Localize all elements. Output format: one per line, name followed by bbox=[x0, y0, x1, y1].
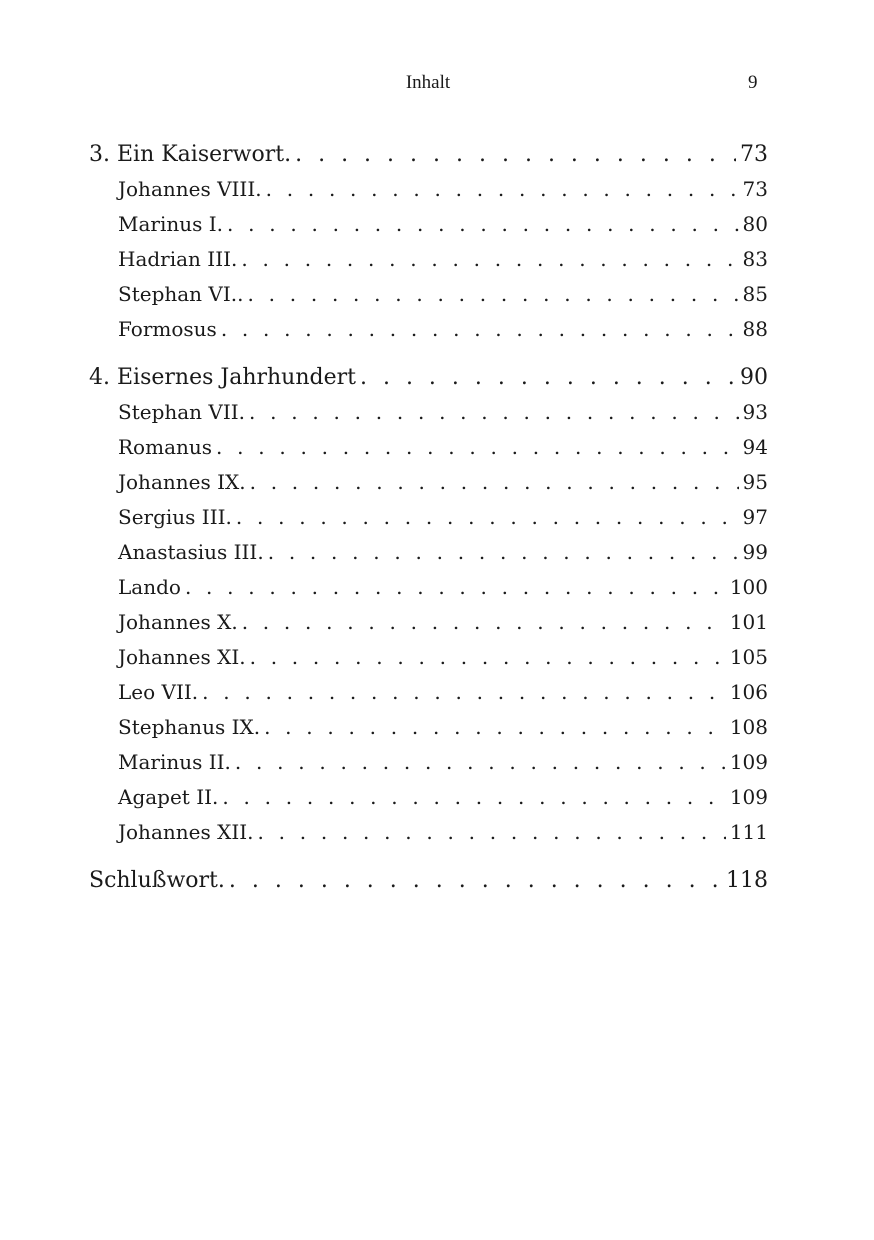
dot-leader bbox=[250, 465, 739, 500]
toc-entry-page: 83 bbox=[742, 247, 768, 271]
toc-entry-page: 101 bbox=[729, 610, 768, 634]
dot-leader bbox=[216, 430, 739, 465]
toc-entry[interactable] bbox=[89, 710, 768, 745]
toc-entry[interactable] bbox=[89, 815, 768, 850]
toc-chapter-heading[interactable] bbox=[89, 864, 768, 898]
toc-entry-page: 100 bbox=[729, 575, 768, 599]
toc-entry[interactable] bbox=[89, 277, 768, 312]
page-number: 9 bbox=[748, 72, 758, 93]
toc-entry-title: Johannes VIII. bbox=[118, 177, 262, 201]
toc-entry[interactable] bbox=[89, 207, 768, 242]
dot-leader bbox=[185, 570, 726, 605]
toc-chapter-page: 118 bbox=[726, 868, 768, 893]
dot-leader bbox=[295, 138, 736, 172]
toc-entry-title: Johannes XI. bbox=[118, 645, 246, 669]
table-of-contents bbox=[89, 138, 768, 898]
toc-entry[interactable] bbox=[89, 312, 768, 347]
toc-entry-title: Johannes XII. bbox=[118, 820, 254, 844]
dot-leader bbox=[235, 745, 726, 780]
toc-entry-page: 85 bbox=[742, 282, 768, 306]
dot-leader bbox=[247, 277, 738, 312]
toc-entry[interactable] bbox=[89, 605, 768, 640]
toc-entry-page: 109 bbox=[729, 785, 768, 809]
dot-leader bbox=[250, 640, 726, 675]
toc-entry-page: 93 bbox=[742, 400, 768, 424]
toc-entry-title: Johannes IX. bbox=[118, 470, 246, 494]
toc-entry-page: 108 bbox=[729, 715, 768, 739]
toc-chapter-heading[interactable] bbox=[89, 361, 768, 395]
toc-entry-title: Lando bbox=[118, 575, 181, 599]
dot-leader bbox=[360, 361, 736, 395]
toc-entry-page: 105 bbox=[729, 645, 768, 669]
dot-leader bbox=[242, 605, 726, 640]
dot-leader bbox=[227, 207, 739, 242]
toc-chapter-heading[interactable] bbox=[89, 138, 768, 172]
toc-entry-title: Leo VII. bbox=[118, 680, 199, 704]
toc-entry-page: 80 bbox=[742, 212, 768, 236]
toc-entry-title: Marinus II. bbox=[118, 750, 231, 774]
toc-entry-page: 73 bbox=[742, 177, 768, 201]
dot-leader bbox=[257, 815, 725, 850]
toc-entry-title: Romanus bbox=[118, 435, 213, 459]
toc-entry-page: 88 bbox=[742, 317, 768, 341]
toc-chapter bbox=[89, 138, 768, 347]
toc-entry[interactable] bbox=[89, 640, 768, 675]
dot-leader bbox=[202, 675, 726, 710]
toc-chapter bbox=[89, 864, 768, 898]
toc-entry-page: 97 bbox=[742, 505, 768, 529]
toc-entry-title: Sergius III. bbox=[118, 505, 232, 529]
toc-entry-title: Johannes X. bbox=[118, 610, 238, 634]
toc-entry[interactable] bbox=[89, 430, 768, 465]
running-header bbox=[0, 72, 874, 96]
toc-entry[interactable] bbox=[89, 465, 768, 500]
toc-chapter-title: 4. Eisernes Jahrhundert bbox=[89, 365, 356, 390]
toc-entry-title: Formosus bbox=[118, 317, 217, 341]
toc-chapter-page: 90 bbox=[740, 365, 768, 390]
toc-entry[interactable] bbox=[89, 745, 768, 780]
toc-entry-title: Hadrian III. bbox=[118, 247, 238, 271]
toc-entry-page: 109 bbox=[729, 750, 768, 774]
toc-entry[interactable] bbox=[89, 395, 768, 430]
toc-chapter-page: 73 bbox=[740, 142, 768, 167]
dot-leader bbox=[266, 172, 739, 207]
dot-leader bbox=[229, 864, 722, 898]
toc-entry-page: 106 bbox=[729, 680, 768, 704]
toc-entry-page: 99 bbox=[742, 540, 768, 564]
toc-entry-page: 94 bbox=[742, 435, 768, 459]
toc-entry-page: 95 bbox=[742, 470, 768, 494]
dot-leader bbox=[249, 395, 739, 430]
dot-leader bbox=[221, 312, 739, 347]
dot-leader bbox=[236, 500, 739, 535]
toc-entry-title: Anastasius III. bbox=[118, 540, 264, 564]
dot-leader bbox=[268, 535, 739, 570]
toc-entry[interactable] bbox=[89, 780, 768, 815]
toc-entry-title: Stephan VII. bbox=[118, 400, 246, 424]
toc-entry-title: Stephanus IX. bbox=[118, 715, 261, 739]
toc-entry-title: Stephan VI.. bbox=[118, 282, 244, 306]
toc-chapter bbox=[89, 361, 768, 850]
dot-leader bbox=[222, 780, 725, 815]
toc-entry-page: 111 bbox=[729, 820, 768, 844]
dot-leader bbox=[264, 710, 726, 745]
toc-entry[interactable] bbox=[89, 570, 768, 605]
toc-entry[interactable] bbox=[89, 675, 768, 710]
toc-entry-title: Agapet II. bbox=[118, 785, 219, 809]
toc-entry-title: Marinus I. bbox=[118, 212, 223, 236]
toc-chapter-title: Schlußwort. bbox=[89, 868, 225, 893]
toc-chapter-title: 3. Ein Kaiserwort. bbox=[89, 142, 292, 167]
running-title: Inhalt bbox=[405, 72, 451, 93]
toc-entry[interactable] bbox=[89, 172, 768, 207]
toc-entry[interactable] bbox=[89, 535, 768, 570]
dot-leader bbox=[241, 242, 738, 277]
toc-entry[interactable] bbox=[89, 500, 768, 535]
toc-entry[interactable] bbox=[89, 242, 768, 277]
